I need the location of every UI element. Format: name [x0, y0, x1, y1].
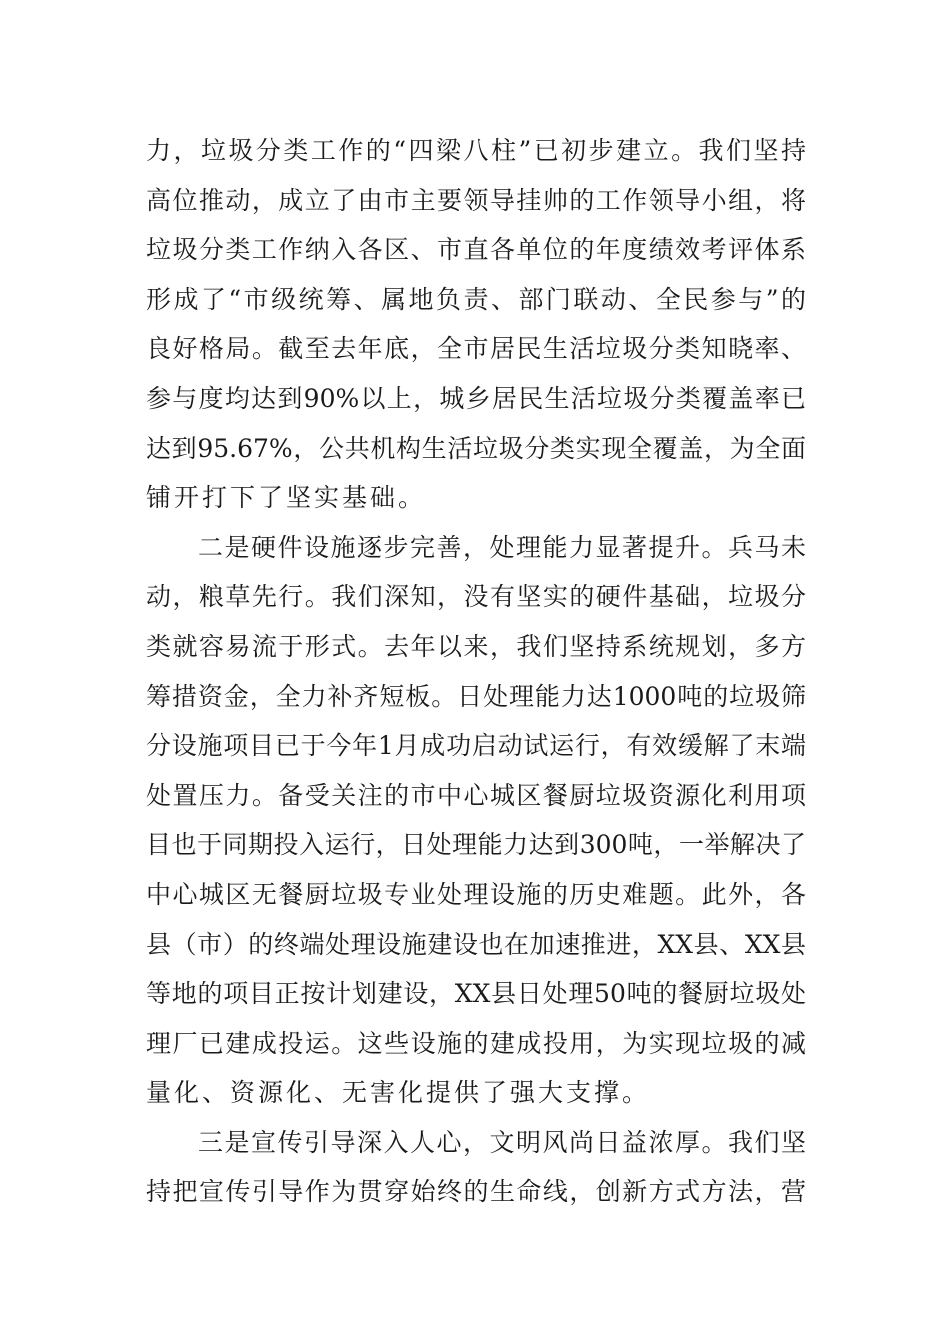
- text-line: 高位推动，成立了由市主要领导挂帅的工作领导小组，将: [146, 185, 806, 215]
- paragraph-start-line: 二是硬件设施逐步完善，处理能力显著提升。兵马未: [198, 532, 806, 562]
- text-line: 达到95.67%，公共机构生活垃圾分类实现全覆盖，为全面: [146, 433, 806, 463]
- text-line: 量化、资源化、无害化提供了强大支撑。: [146, 1078, 651, 1108]
- text-line: 目也于同期投入运行，日处理能力达到300吨，一举解决了: [146, 830, 806, 860]
- paragraph-start-line: 三是宣传引导深入人心，文明风尚日益浓厚。我们坚: [198, 1127, 806, 1157]
- body-text: [146, 126, 806, 1217]
- text-line: 力，垃圾分类工作的“四梁八柱”已初步建立。我们坚持: [146, 136, 806, 165]
- text-line: 垃圾分类工作纳入各区、市直各单位的年度绩效考评体系: [146, 235, 806, 265]
- text-line: 处置压力。备受关注的市中心城区餐厨垃圾资源化利用项: [146, 780, 806, 810]
- text-line: 良好格局。截至去年底，全市居民生活垃圾分类知晓率、: [146, 334, 806, 364]
- text-line: 形成了“市级统筹、属地负责、部门联动、全民参与”的: [146, 284, 806, 314]
- text-line: 持把宣传引导作为贯穿始终的生命线，创新方式方法，营: [146, 1177, 806, 1207]
- text-line: 等地的项目正按计划建设，XX县日处理50吨的餐厨垃圾处: [146, 979, 806, 1009]
- text-line: 铺开打下了坚实基础。: [146, 483, 427, 513]
- text-line: 参与度均达到90%以上，城乡居民生活垃圾分类覆盖率已: [146, 383, 806, 413]
- text-line: 类就容易流于形式。去年以来，我们坚持系统规划，多方: [146, 631, 806, 661]
- text-line: 理厂已建成投运。这些设施的建成投用，为实现垃圾的减: [146, 1028, 806, 1058]
- text-line: 中心城区无餐厨垃圾专业处理设施的历史难题。此外，各: [146, 879, 806, 909]
- text-line: 县（市）的终端处理设施建设也在加速推进，XX县、XX县: [146, 929, 806, 959]
- text-line: 动，粮草先行。我们深知，没有坚实的硬件基础，垃圾分: [146, 582, 806, 612]
- text-line: 分设施项目已于今年1月成功启动试运行，有效缓解了末端: [146, 731, 806, 761]
- text-line: 筹措资金，全力补齐短板。日处理能力达1000吨的垃圾筛: [146, 681, 806, 711]
